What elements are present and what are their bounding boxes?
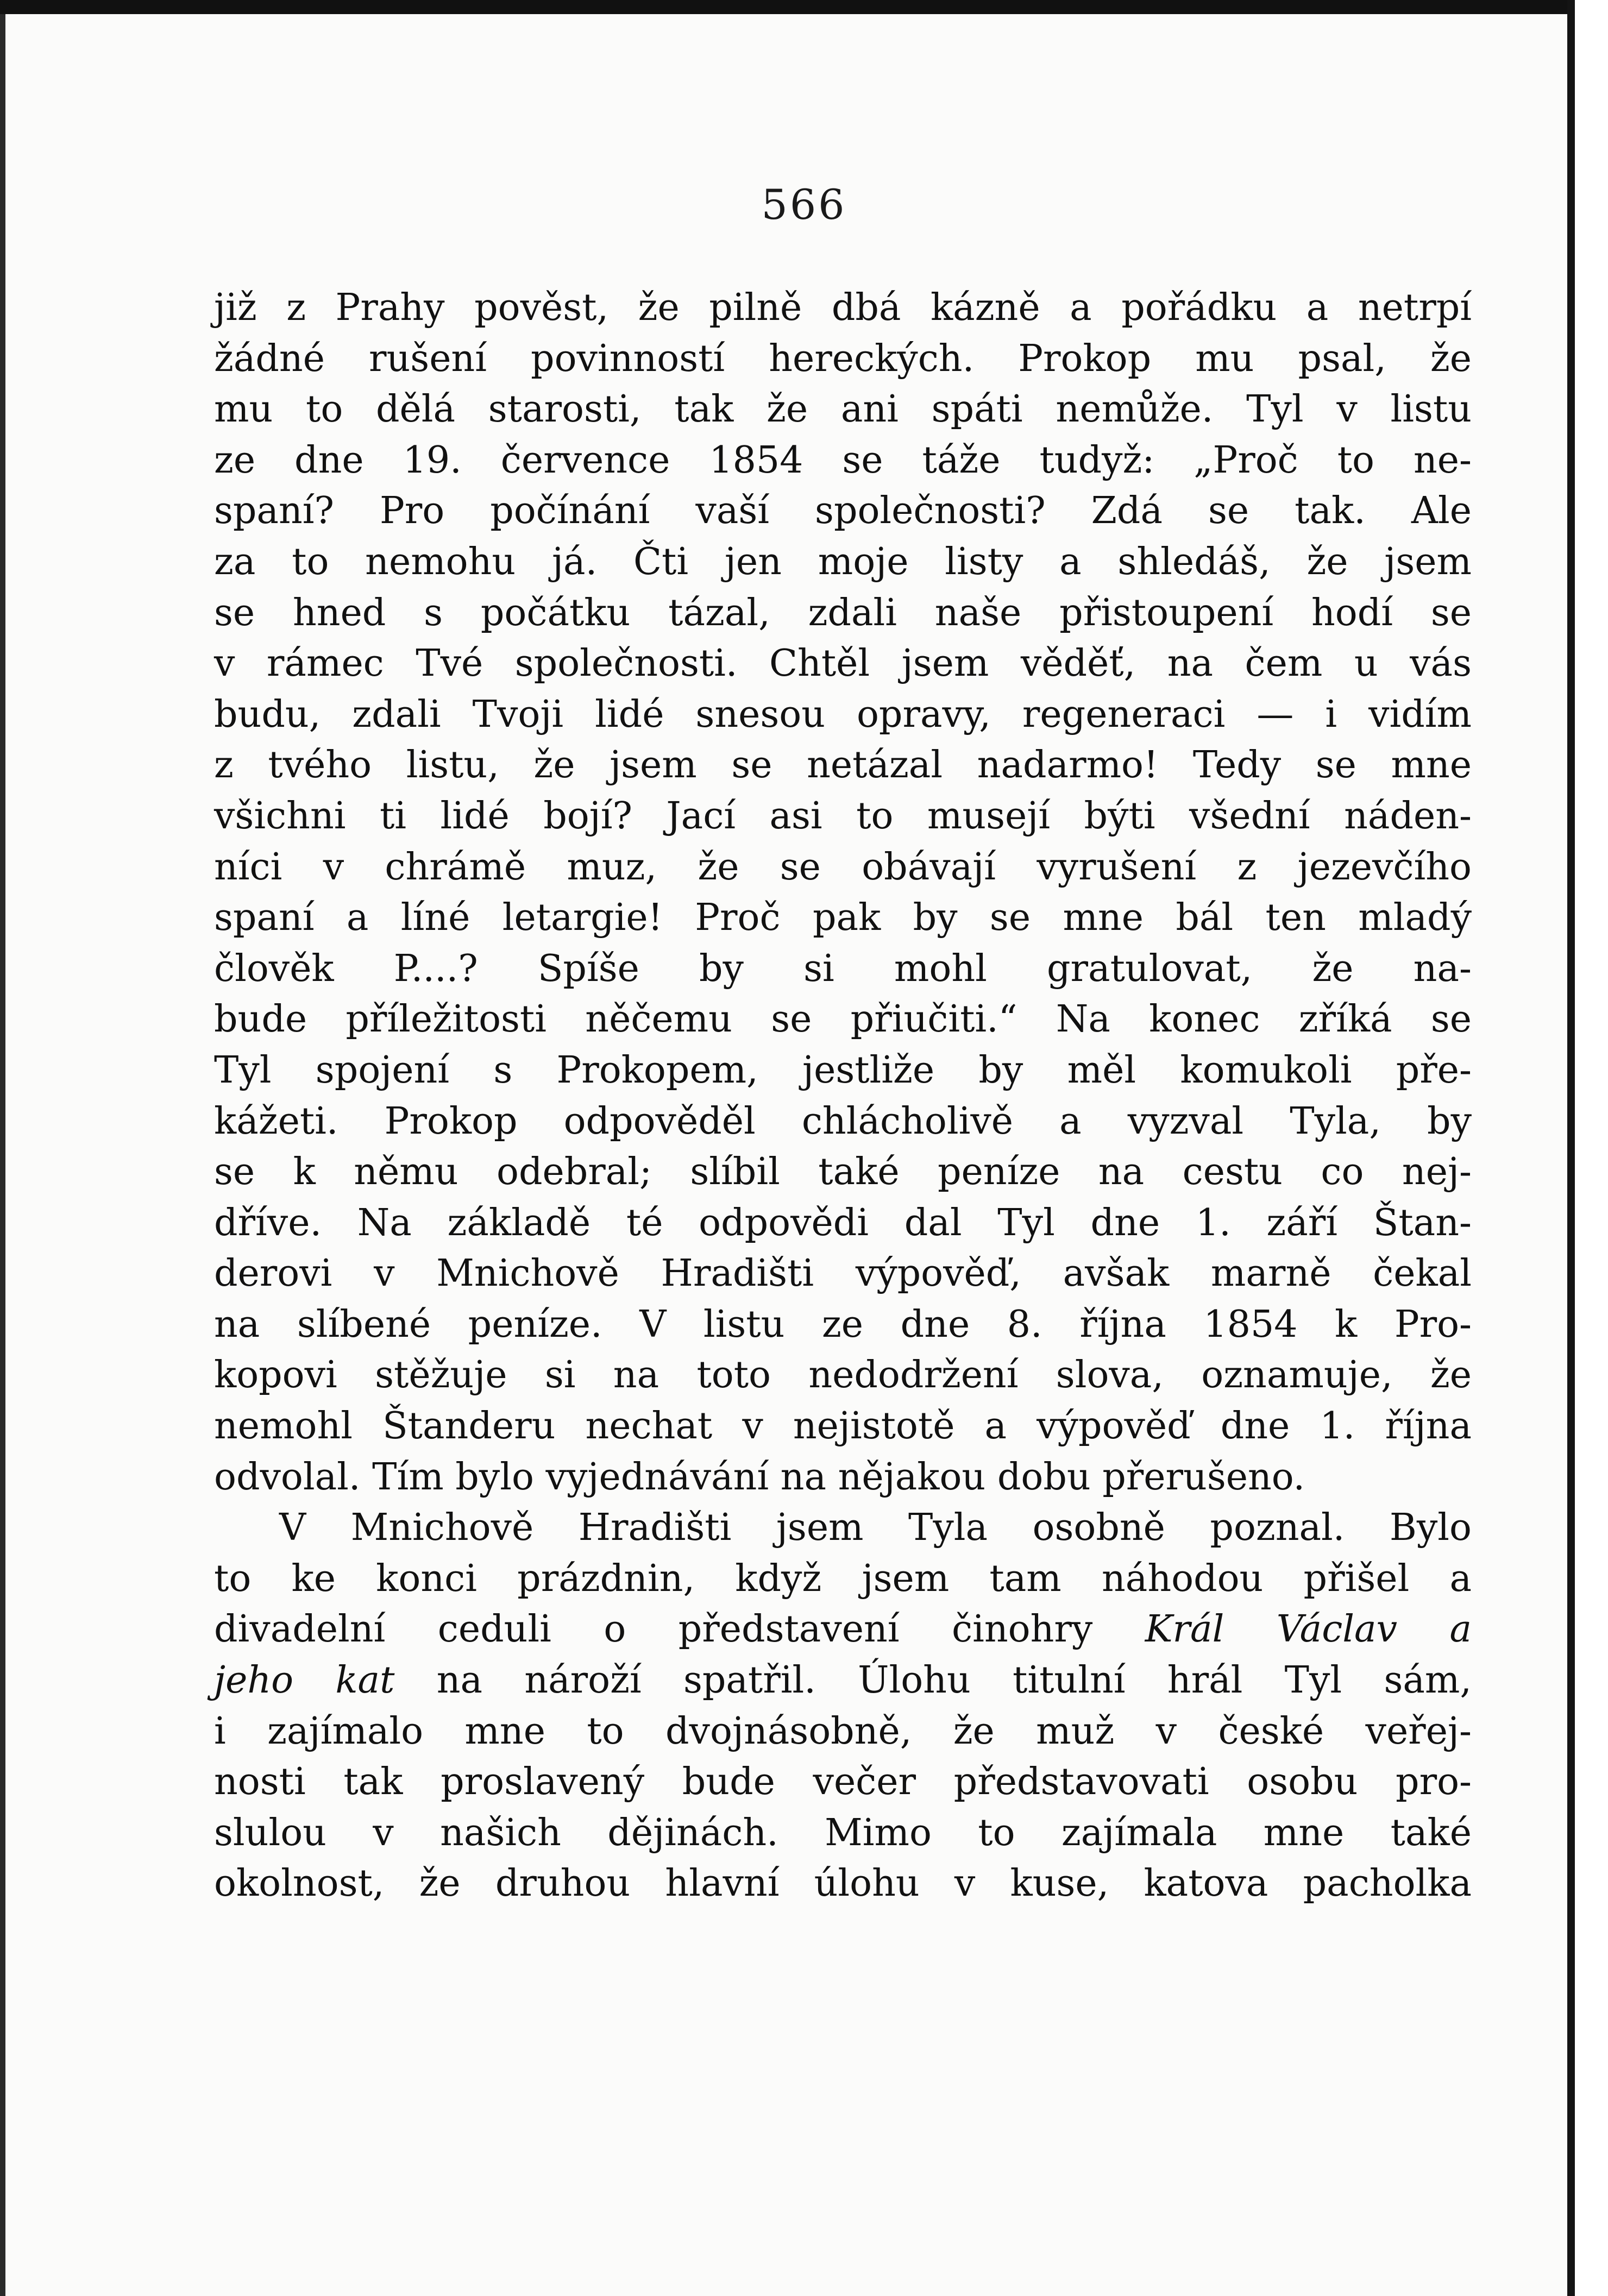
play-title-italic: Král Václav a — [1145, 1608, 1472, 1651]
line-text: dříve. Na základě té odpovědi dal Tyl dne 1. září Štan- — [214, 1201, 1472, 1244]
line-text: spaní a líné letargie! Proč pak by se mne bál ten mladý — [214, 896, 1472, 940]
line-text: to ke konci prázdnin, když jsem tam náhodou přišel a — [214, 1557, 1472, 1600]
line-text: na slíbené peníze. V listu ze dne 8. října 1854 k Pro- — [214, 1303, 1472, 1346]
text-line — [214, 1299, 1472, 1350]
text-line — [214, 1096, 1472, 1147]
line-text: mu to dělá starosti, tak že ani spáti nemůže. Tyl v listu — [214, 388, 1472, 431]
text-line — [214, 435, 1472, 486]
text-line — [214, 588, 1472, 639]
text-line — [214, 1655, 1472, 1706]
line-text: V Mnichově Hradišti jsem Tyla osobně poznal. Bylo — [279, 1506, 1472, 1550]
text-line — [214, 1401, 1472, 1452]
line-text: bude příležitosti něčemu se přiučiti.“ Na konec zříká se — [214, 998, 1472, 1041]
text-line — [214, 1198, 1472, 1249]
line-text: níci v chrámě muz, že se obávají vyrušení z jezevčího — [214, 845, 1472, 889]
text-line — [214, 1248, 1472, 1299]
line-text: budu, zdali Tvoji lidé snesou opravy, regeneraci — i vidím — [214, 693, 1472, 736]
line-text: za to nemohu já. Čti jen moje listy a shledáš, že jsem — [214, 540, 1472, 583]
text-line — [214, 1757, 1472, 1808]
line-text: slulou v našich dějinách. Mimo to zajímala mne také — [214, 1811, 1472, 1854]
text-line — [214, 740, 1472, 791]
line-text: v rámec Tvé společnosti. Chtěl jsem věděť, na čem u vás — [214, 642, 1472, 685]
text-line — [214, 282, 1472, 334]
line-text: žádné rušení povinností hereckých. Prokop mu psal, že — [214, 337, 1472, 380]
line-text: Tyl spojení s Prokopem, jestliže by měl komukoli pře- — [214, 1048, 1472, 1092]
line-text: se k němu odebral; slíbil také peníze na cestu co nej- — [214, 1150, 1472, 1194]
line-text: odvolal. Tím bylo vyjednávání na nějakou dobu přerušeno. — [214, 1455, 1305, 1499]
text-line — [214, 384, 1472, 435]
text-line — [214, 486, 1472, 537]
line-text: se hned s počátku tázal, zdali naše přistoupení hodí se — [214, 591, 1472, 634]
text-line — [214, 1858, 1472, 1909]
top-scan-edge — [0, 0, 1573, 14]
text-line — [214, 334, 1472, 385]
text-line — [214, 791, 1472, 842]
body-text — [214, 282, 1472, 1909]
text-line — [214, 1553, 1472, 1605]
paragraph-start-line — [214, 1502, 1472, 1553]
text-line — [214, 1147, 1472, 1198]
text-line — [214, 892, 1472, 943]
text-line — [214, 1706, 1472, 1757]
text-line — [214, 638, 1472, 689]
line-text: derovi v Mnichově Hradišti výpověď, avšak marně čekal — [214, 1252, 1472, 1295]
line-text: nosti tak proslavený bude večer představovati osobu pro- — [214, 1760, 1472, 1804]
line-text: z tvého listu, že jsem se netázal nadarmo! Tedy se mne — [214, 744, 1472, 787]
text-line — [214, 943, 1472, 995]
line-text: na nároží spatřil. Úlohu titulní hrál Tyl sám, — [394, 1659, 1472, 1702]
line-text: divadelní ceduli o představení činohry — [214, 1608, 1145, 1651]
line-text: kopovi stěžuje si na toto nedodržení slova, oznamuje, že — [214, 1354, 1472, 1397]
text-line — [214, 842, 1472, 893]
right-scan-border — [1567, 0, 1608, 2296]
line-text: spaní? Pro počínání vaší společnosti? Zdá se tak. Ale — [214, 489, 1472, 533]
line-text: člověk P....? Spíše by si mohl gratulovat, že na- — [214, 947, 1472, 990]
page-left-edge — [0, 0, 5, 2296]
line-text: kážeti. Prokop odpověděl chlácholivě a vyzval Tyla, by — [214, 1099, 1472, 1143]
line-text: i zajímalo mne to dvojnásobně, že muž v české veřej- — [214, 1709, 1472, 1753]
line-text: všichni ti lidé bojí? Jací asi to musejí býti všední náden- — [214, 794, 1472, 838]
text-line — [214, 1808, 1472, 1859]
line-text: nemohl Štanderu nechat v nejistotě a výpověď dne 1. října — [214, 1405, 1472, 1448]
line-text: ze dne 19. července 1854 se táže tudyž: „Proč to ne- — [214, 438, 1472, 482]
text-line — [214, 1350, 1472, 1401]
text-line — [214, 994, 1472, 1045]
text-line — [214, 537, 1472, 588]
text-line — [214, 1604, 1472, 1655]
text-line — [214, 689, 1472, 740]
line-text: již z Prahy pověst, že pilně dbá kázně a pořádku a netrpí — [214, 286, 1472, 329]
page-number: 566 — [761, 180, 847, 229]
text-line — [214, 1045, 1472, 1096]
play-title-italic: jeho kat — [214, 1659, 395, 1702]
paragraph-end-line — [214, 1452, 1472, 1503]
line-text: okolnost, že druhou hlavní úlohu v kuse, katova pacholka — [214, 1862, 1472, 1905]
